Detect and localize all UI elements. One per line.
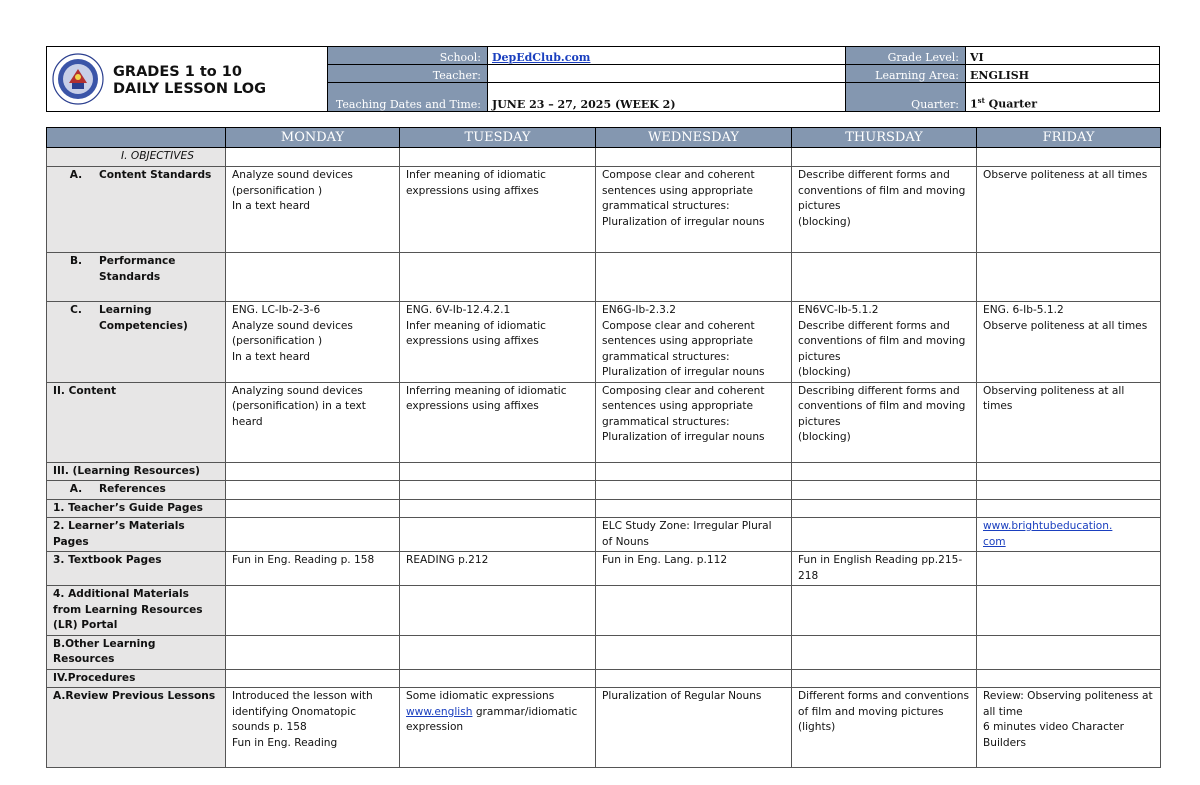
lesson-grid [46,127,1161,768]
brightub-link[interactable]: www.brightubeducation. [983,520,1113,532]
textbook-wed: Fun in Eng. Lang. p.112 [596,552,792,586]
grade-label: Grade Level: [846,47,966,65]
teacher-label: Teacher: [328,65,488,83]
content-standards-tue: Infer meaning of idiomatic expressions using affixes [400,167,596,253]
performance-standards-fri [977,253,1161,302]
content-tue: Inferring meaning of idiomatic expressions using affixes [400,382,596,462]
competencies-fri: ENG. 6-Ib-5.1.2 Observe politeness at all times [977,302,1161,383]
row-content-label: II. Content [47,382,226,462]
quarter-value: 1st Quarter [966,83,1160,112]
content-standards-wed: Compose clear and coherent sentences using appropriate grammatical structures: Pluralization of irregular nouns [596,167,792,253]
textbook-thu: Fun in English Reading pp.215-218 [792,552,977,586]
content-wed: Composing clear and coherent sentences using appropriate grammatical structures: Pluralization of irregular nouns [596,382,792,462]
competencies-wed: EN6G-Ib-2.3.2 Compose clear and coherent sentences using appropriate grammatical structures: Pluralization of irregular nouns [596,302,792,383]
learners-materials-fri [977,518,1161,552]
competencies-mon: ENG. LC-Ib-2-3-6 Analyze sound devices (personification ) In a text heard [226,302,400,383]
content-mon: Analyzing sound devices (personification) in a text heard [226,382,400,462]
day-friday: FRIDAY [977,128,1161,148]
review-fri: Review: Observing politeness at all time 6 minutes video Character Builders [977,688,1161,768]
day-wednesday: WEDNESDAY [596,128,792,148]
title-line1: GRADES 1 to 10 [113,64,242,80]
row-textbook-label: 3. Textbook Pages [47,552,226,586]
review-tue: Some idiomatic expressions www.english grammar/idiomatic expression [400,688,596,768]
day-thursday: THURSDAY [792,128,977,148]
dates-label: Teaching Dates and Time: [335,98,481,111]
row-references-label: A. References [47,481,226,500]
title-line2: DAILY LESSON LOG [113,81,267,97]
row-learning-resources-label: III. (Learning Resources) [47,462,226,481]
performance-standards-tue [400,253,596,302]
textbook-mon: Fun in Eng. Reading p. 158 [226,552,400,586]
english-grammar-link[interactable]: www.english [406,705,473,718]
textbook-fri [977,552,1161,586]
row-procedures-label: IV.Procedures [47,669,226,688]
day-tuesday: TUESDAY [400,128,596,148]
area-label: Learning Area: [846,65,966,83]
row-other-resources-label: B.Other Learning Resources [47,635,226,669]
learners-materials-wed: ELC Study Zone: Irregular Plural of Nouns [596,518,792,552]
brightub-link-cont[interactable]: com [983,535,1006,548]
performance-standards-wed [596,253,792,302]
review-mon: Introduced the lesson with identifying Onomatopic sounds p. 158 Fun in Eng. Reading [226,688,400,768]
row-learners-materials-label: 2. Learner’s Materials Pages [47,518,226,552]
header-info-table [327,47,1160,111]
row-objectives-label: I. OBJECTIVES [47,148,226,167]
lesson-log-header [46,46,1160,112]
school-link[interactable]: DepEdClub.com [492,51,591,64]
row-content-standards-label: A. Content Standards [47,167,226,253]
corner-header [47,128,226,148]
content-standards-mon: Analyze sound devices (personification ) In a text heard [226,167,400,253]
review-thu: Different forms and conventions of film and moving pictures (lights) [792,688,977,768]
quarter-label: Quarter: [846,83,966,112]
content-thu: Describing different forms and conventions of film and moving pictures (blocking) [792,382,977,462]
area-value: ENGLISH [966,65,1160,83]
performance-standards-thu [792,253,977,302]
grade-value: VI [966,47,1160,65]
textbook-tue: READING p.212 [400,552,596,586]
performance-standards-mon [226,253,400,302]
day-monday: MONDAY [226,128,400,148]
teacher-value [488,65,846,83]
row-learning-competencies-label: C. Learning Competencies) [47,302,226,383]
row-additional-materials-label: 4. Additional Materials from Learning Resources (LR) Portal [47,586,226,636]
deped-seal-icon [52,53,104,105]
row-teachers-guide-label: 1. Teacher’s Guide Pages [47,499,226,518]
content-standards-fri: Observe politeness at all times [977,167,1161,253]
row-performance-standards-label: B. Performance Standards [47,253,226,302]
competencies-tue: ENG. 6V-Ib-12.4.2.1 Infer meaning of idiomatic expressions using affixes [400,302,596,383]
dates-value: JUNE 23 – 27, 2025 (WEEK 2) [488,83,846,112]
content-fri: Observing politeness at all times [977,382,1161,462]
competencies-thu: EN6VC-Ib-5.1.2 Describe different forms and conventions of film and moving pictures (blocking) [792,302,977,383]
row-review-label: A.Review Previous Lessons [47,688,226,768]
header-brand [47,47,328,111]
review-wed: Pluralization of Regular Nouns [596,688,792,768]
school-label: School: [328,47,488,65]
content-standards-thu: Describe different forms and conventions of film and moving pictures (blocking) [792,167,977,253]
